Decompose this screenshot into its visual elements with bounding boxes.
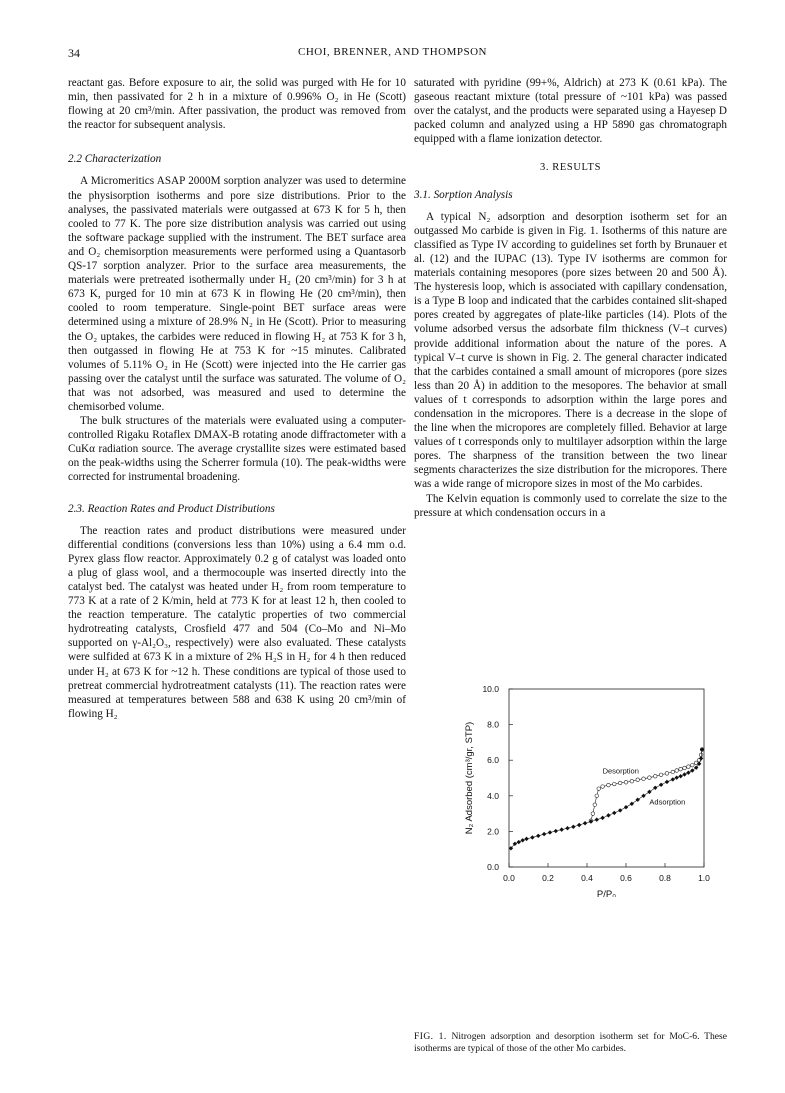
desorption-point [618, 781, 622, 785]
adsorption-point [678, 774, 682, 778]
adsorption-annotation: Adsorption [649, 797, 686, 807]
desorption-point [648, 776, 652, 780]
y-tick-label: 8.0 [487, 719, 499, 730]
adsorption-point [682, 772, 686, 776]
x-tick-label: 0.8 [659, 873, 671, 883]
adsorption-point [671, 777, 675, 781]
x-axis-label: P/P₀ [596, 889, 617, 897]
subsection-heading: 3.1. Sorption Analysis [414, 188, 513, 201]
x-tick-label: 0.0 [503, 873, 515, 883]
caption-label: FIG. 1. [414, 1031, 447, 1042]
adsorption-point [653, 786, 657, 790]
adsorption-point [571, 825, 575, 829]
adsorption-point [548, 830, 552, 834]
right-column [414, 76, 727, 520]
adsorption-point [600, 816, 604, 820]
desorption-point [624, 780, 628, 784]
adsorption-point [665, 780, 669, 784]
section-heading: 3. RESULTS [539, 162, 602, 174]
adsorption-point [636, 798, 640, 802]
page-header [68, 46, 717, 62]
desorption-annotation: Desorption [602, 766, 639, 776]
desorption-point [671, 770, 675, 774]
left-column [68, 76, 406, 721]
adsorption-point [700, 747, 704, 751]
running-title: CHOI, BRENNER, AND THOMPSON [297, 46, 487, 58]
adsorption-point [577, 823, 581, 827]
adsorption-point [647, 790, 651, 794]
chart-ticks [482, 684, 710, 883]
desorption-point [665, 772, 669, 776]
adsorption-point [530, 835, 534, 839]
y-axis-label: N₂ Adsorbed (cm³/gr, STP) [464, 721, 475, 835]
adsorption-point [524, 837, 528, 841]
desorption-point [601, 785, 605, 789]
desorption-point [683, 766, 687, 770]
adsorption-point [641, 794, 645, 798]
y-tick-label: 10.0 [482, 684, 499, 694]
adsorption-point [606, 813, 610, 817]
adsorption-point [675, 775, 679, 779]
adsorption-point [624, 805, 628, 809]
adsorption-point [618, 808, 622, 812]
paragraph: The reaction rates and product distributions were measured under differential conditions (conversions less than 10%) using a 6.4 mm o.d. Pyrex glass flow reactor. Approximately 0.2 g of catalyst was loaded onto a plug of glass wool, and a thermocouple was inserted directly into the catalyst bed. The catalyst was heated under H₂ from room temperature to 773 K at a rate of 2 K/min, held at 773 K for at least 12 h, then cooled to the reaction temperature. The catalytic properties of two commercial hydrotreating catalysts, Crosfield 477 and 504 (Co–Mo and Ni–Mo supported on γ-Al₂O₃, respectively) were also evaluated. These catalysts were sulfided at 673 K in a mixture of 2% H₂S in H₂ for 4 h then reduced under H₂ at 673 K for ~12 h. These conditions are typical of those used to pretreat commercial hydrotreatment catalysts (11). The reaction rates were measured at temperatures between 588 and 638 K using 20 cm³/min of flowing H₂ [68, 524, 406, 720]
adsorption-point [565, 826, 569, 830]
adsorption-point [690, 768, 694, 772]
figure-1 [414, 677, 727, 897]
desorption-point [653, 774, 657, 778]
paragraph: A typical N₂ adsorption and desorption isotherm set for an outgassed Mo carbide is given in Fig. 1. Isotherms of this nature are classified as Type IV according to guidelines set forth by Brunauer et al. (12) and the IUPAC (13). Type IV isotherms are common for materials containing mesopores (pore sizes between 20 and 500 Å). The hysteresis loop, which is associated with capillary condensation, is a Type B loop and indicated that the carbides contained slit-shaped pores created by aggregates of plate-like particles (14). Plots of the volume adsorbed versus the adsorbate film thickness (V–t curves) provide additional information about the nature of the pores. A typical V–t curve is shown in Fig. 2. The general character indicated that the carbides contained a small amount of micropores (pore sizes less than 20 Å) in addition to the mesopores. The behavior at small values of t corresponds to adsorption within the large pores and condensation in the micropores. There is a decrease in the slope of the line when the micropores are completely filled. Behavior at large values of t corresponds only to multilayer adsorption within the large pores. The sharpness of the transition between the two linear segments characterizes the size distribution for the micropores. There was a wide range of micropore sizes in most of the Mo carbides. [414, 210, 727, 491]
adsorption-point [542, 832, 546, 836]
x-tick-label: 0.6 [620, 873, 632, 883]
desorption-point [607, 783, 611, 787]
y-tick-label: 6.0 [487, 755, 499, 766]
desorption-point [659, 773, 663, 777]
desorption-point [687, 765, 691, 769]
plot-frame [509, 689, 704, 867]
desorption-point [591, 812, 595, 816]
desorption-point [613, 782, 617, 786]
adsorption-point [659, 783, 663, 787]
adsorption-point [536, 834, 540, 838]
adsorption-point [520, 838, 524, 842]
adsorption-point [630, 802, 634, 806]
desorption-point [679, 767, 683, 771]
adsorption-point [612, 811, 616, 815]
desorption-point [642, 777, 646, 781]
y-tick-label: 2.0 [487, 826, 499, 837]
adsorption-point [686, 770, 690, 774]
desorption-point [691, 763, 695, 767]
paragraph: A Micromeritics ASAP 2000M sorption analyzer was used to determine the physisorption isotherms and pore size distributions. Prior to the analyses, the passivated materials were outgassed at 673 K for 5 h, then cooled to 77 K. The pore size distribution analysis was carried out using the software package supplied with the instrument. The BET surface area and O₂ chemisorption measurements were performed using a Quantasorb QS-17 sorption analyzer. Prior to the surface area measurements, the materials were pretreated isothermally under H₂ (20 cm³/min) for 3 h at 673 K, purged for 10 min at 673 K in flowing He (20 cm³/min), then cooled to room temperature. Single-point BET surface areas were determined using a mixture of 28.9% N₂ in He (Scott). Prior to measuring the O₂ uptakes, the carbides were reduced in flowing H₂ at 753 K for 3 h, then outgassed in flowing He at 753 K for ~15 minutes. Calibrated volumes of 5.11% O₂ in He (Scott) were injected into the He carrier gas passing over the catalyst until the surface was saturated. The volume of O₂ that was not adsorbed, was measured and used to determine the chemisorbed volume. [68, 175, 406, 413]
desorption-point [675, 769, 679, 773]
paragraph: reactant gas. Before exposure to air, the solid was purged with He for 10 min, then passivated for 2 h in a mixture of 0.996% O₂ in He (Scott) flowing at 20 cm³/min. After passivation, the product was removed from the reactor for subsequent analysis. [68, 77, 406, 132]
x-tick-label: 0.4 [581, 873, 593, 883]
desorption-point [630, 779, 634, 783]
adsorption-point [559, 827, 563, 831]
figure-caption [414, 1031, 727, 1055]
desorption-point [597, 787, 601, 791]
caption-text: Nitrogen adsorption and desorption isotherm set for MoC-6. These isotherms are typical of those of the other Mo carbides. [414, 1031, 727, 1054]
section-heading: 2.3. Reaction Rates and Product Distributions [68, 502, 275, 515]
section-heading: 2.2 Characterization [68, 153, 162, 166]
x-tick-label: 1.0 [698, 873, 710, 883]
desorption-point [595, 794, 599, 798]
adsorption-point [517, 840, 521, 844]
adsorption-point [554, 829, 558, 833]
adsorption-point [694, 765, 698, 769]
paragraph: The Kelvin equation is commonly used to correlate the size to the pressure at which condensation occurs in a [414, 492, 727, 519]
page-number: 34 [68, 46, 80, 60]
x-tick-label: 0.2 [542, 873, 554, 883]
y-tick-label: 4.0 [487, 790, 499, 801]
desorption-point [593, 803, 597, 807]
adsorption-point [595, 817, 599, 821]
isotherm-chart [414, 677, 727, 897]
y-tick-label: 0.0 [487, 862, 499, 872]
desorption-point [636, 778, 640, 782]
chart-axes [509, 689, 704, 867]
paragraph: saturated with pyridine (99+%, Aldrich) at 273 K (0.61 kPa). The gaseous reactant mixture (total pressure of ~101 kPa) was passed over the catalyst, and the products were separated using a Hayesep D packed column and analyzed using a HP 5890 gas chromatograph equipped with a flame ionization detector. [414, 77, 727, 146]
adsorption-point [583, 821, 587, 825]
paragraph: The bulk structures of the materials were evaluated using a computer-controlled Rigaku Rotaflex DMAX-B rotating anode diffractometer with a CuKα radiation source. The average crystallite sizes were estimated based on the peak-widths using the Scherrer formula (10). The peak-widths were corrected for instrumental broadening. [68, 415, 406, 484]
